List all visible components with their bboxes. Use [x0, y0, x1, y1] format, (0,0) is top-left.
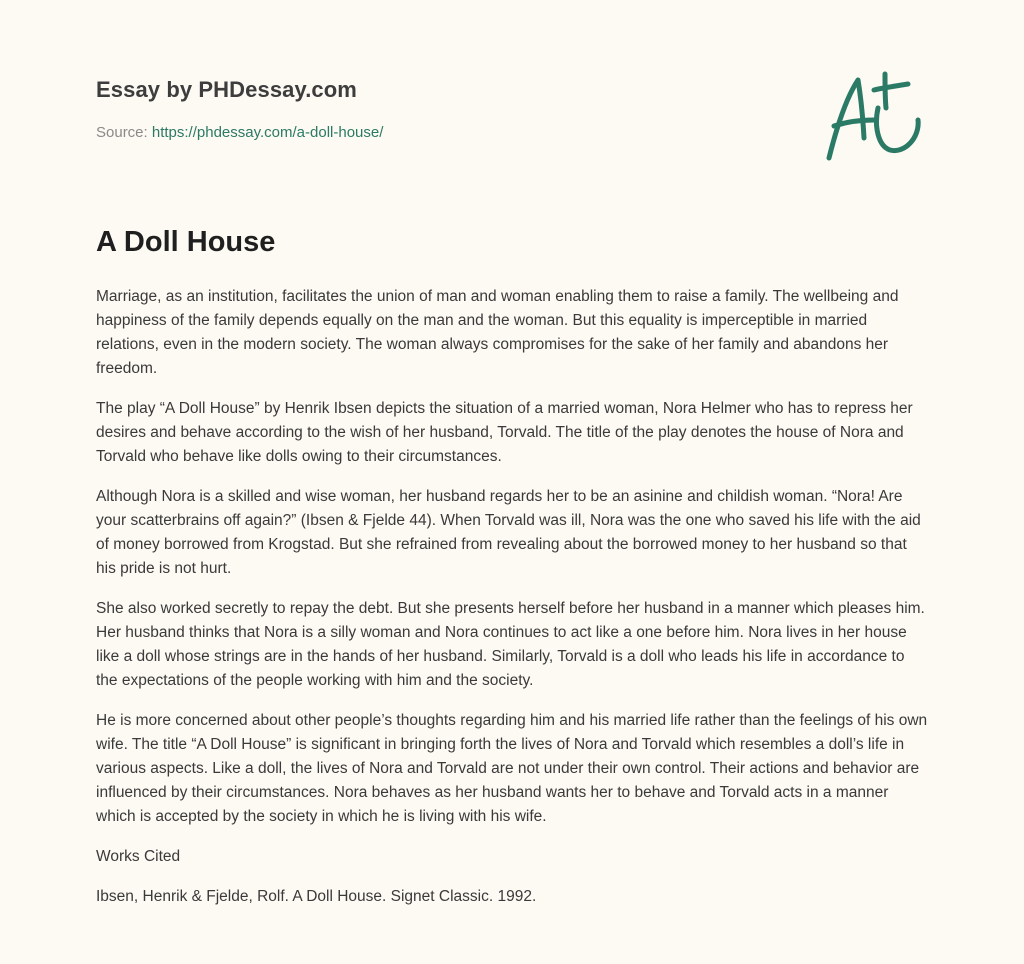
essay-body: [96, 285, 928, 925]
essay-paragraph: She also worked secretly to repay the debt. But she presents herself before her husband in a manner which pleases him. Her husband thinks that Nora is a silly woman and Nora continues to act like a one before him. Nora lives in her house like a doll whose strings are in the hands of her husband. Similarly, Torvald is a doll who leads his life in accordance to the expectations of the people working with him and the society.: [96, 600, 925, 689]
site-brand-title: Essay by PHDessay.com: [96, 77, 357, 102]
source-label: Source:: [96, 124, 148, 141]
essay-paragraph: Marriage, as an institution, facilitates the union of man and woman enabling them to raise a family. The wellbeing and happiness of the family depends equally on the man and the woman. But this equality is imperceptible in married relations, even in the modern society. The woman always compromises for the sake of her family and abandons her freedom.: [96, 288, 899, 377]
works-cited-entry: Ibsen, Henrik & Fjelde, Rolf. A Doll House. Signet Classic. 1992.: [96, 888, 537, 905]
essay-paragraph: He is more concerned about other people’s thoughts regarding him and his married life rather than the feelings of his own wife. The title “A Doll House” is significant in bringing forth the lives of Nora and Torvald which resembles a doll’s life in various aspects. Like a doll, the lives of Nora and Torvald are not under their own control. Their actions and behavior are influenced by their circumstances. Nora behaves as her husband wants her to behave and Torvald acts in a manner which is accepted by the society in which he is living with his wife.: [96, 712, 928, 825]
essay-paragraph: The play “A Doll House” by Henrik Ibsen depicts the situation of a married woman, Nora Helmer who has to repress her desires and behave according to the wish of her husband, Torvald. The title of the play denotes the house of Nora and Torvald who behave like dolls owing to their circumstances.: [96, 400, 913, 465]
works-cited-heading: Works Cited: [96, 848, 181, 865]
source-link[interactable]: https://phdessay.com/a-doll-house/: [151, 124, 384, 141]
a-plus-icon: [822, 68, 926, 164]
source-line: [96, 124, 383, 141]
essay-title: A Doll House: [96, 226, 276, 258]
essay-paragraph: Although Nora is a skilled and wise woman, her husband regards her to be an asinine and childish woman. “Nora! Are your scatterbrains off again?” (Ibsen & Fjelde 44). When Torvald was ill, Nora was the one who saved his life with the aid of money borrowed from Krogstad. But she refrained from revealing about the borrowed money to her husband so that his pride is not hurt.: [96, 488, 921, 577]
